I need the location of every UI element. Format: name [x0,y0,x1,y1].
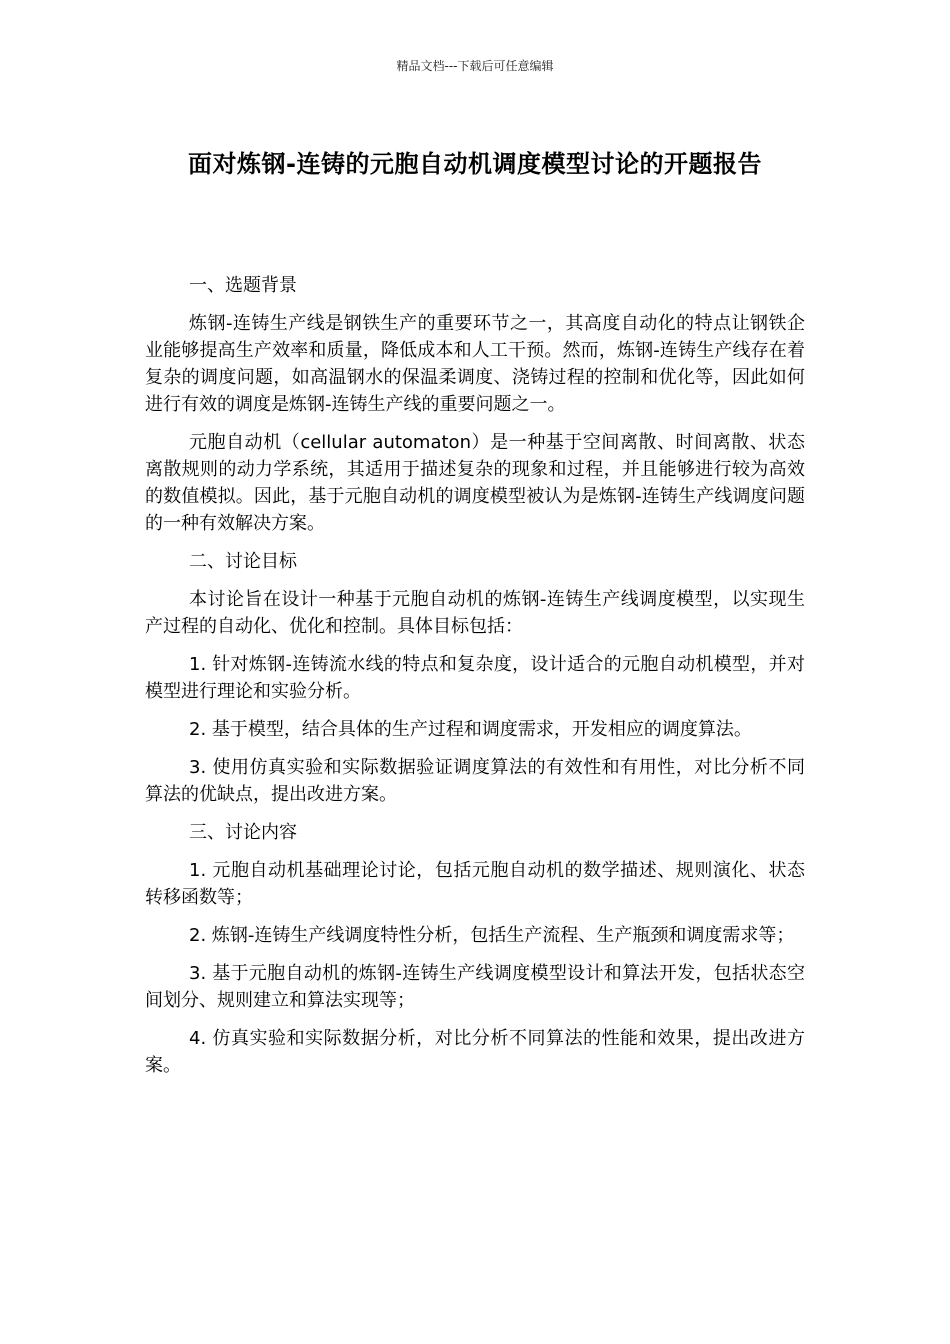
objective-item: 3. 使用仿真实验和实际数据验证调度算法的有效性和有用性，对比分析不同算法的优缺点，提出改进方案。 [145,757,805,805]
document-body [145,272,805,1090]
objective-item: 1. 针对炼钢-连铸流水线的特点和复杂度，设计适合的元胞自动机模型，并对模型进行理论和实验分析。 [145,654,805,702]
background-paragraph: 元胞自动机（cellular automaton）是一种基于空间离散、时间离散、状态离散规则的动力学系统，其适用于描述复杂的现象和过程，并且能够进行较为高效的数值模拟。因此，基于元胞自动机的调度模型被认为是炼钢-连铸生产线调度问题的一种有效解决方案。 [145,432,805,534]
background-paragraph: 炼钢-连铸生产线是钢铁生产的重要环节之一，其高度自动化的特点让钢铁企业能够提高生产效率和质量，降低成本和人工干预。然而，炼钢-连铸生产线存在着复杂的调度问题，如高温钢水的保温柔调度、浇铸过程的控制和优化等，因此如何进行有效的调度是炼钢-连铸生产线的重要问题之一。 [145,313,805,415]
content-item: 2. 炼钢-连铸生产线调度特性分析，包括生产流程、生产瓶颈和调度需求等； [189,925,795,946]
content-item: 3. 基于元胞自动机的炼钢-连铸生产线调度模型设计和算法开发，包括状态空间划分、规则建立和算法实现等； [145,963,805,1011]
objectives-intro: 本讨论旨在设计一种基于元胞自动机的炼钢-连铸生产线调度模型，以实现生产过程的自动化、优化和控制。具体目标包括： [145,589,805,637]
section-heading-content: 三、讨论内容 [189,822,297,843]
document-title: 面对炼钢-连铸的元胞自动机调度模型讨论的开题报告 [188,150,762,178]
header-note: 精品文档---下载后可任意编辑 [396,59,554,73]
content-item: 4. 仿真实验和实际数据分析，对比分析不同算法的性能和效果，提出改进方案。 [145,1028,805,1076]
objective-item: 2. 基于模型，结合具体的生产过程和调度需求，开发相应的调度算法。 [189,719,752,740]
content-item: 1. 元胞自动机基础理论讨论，包括元胞自动机的数学描述、规则演化、状态转移函数等； [145,860,805,908]
section-heading-background: 一、选题背景 [189,275,297,296]
section-heading-objectives: 二、讨论目标 [189,551,297,572]
